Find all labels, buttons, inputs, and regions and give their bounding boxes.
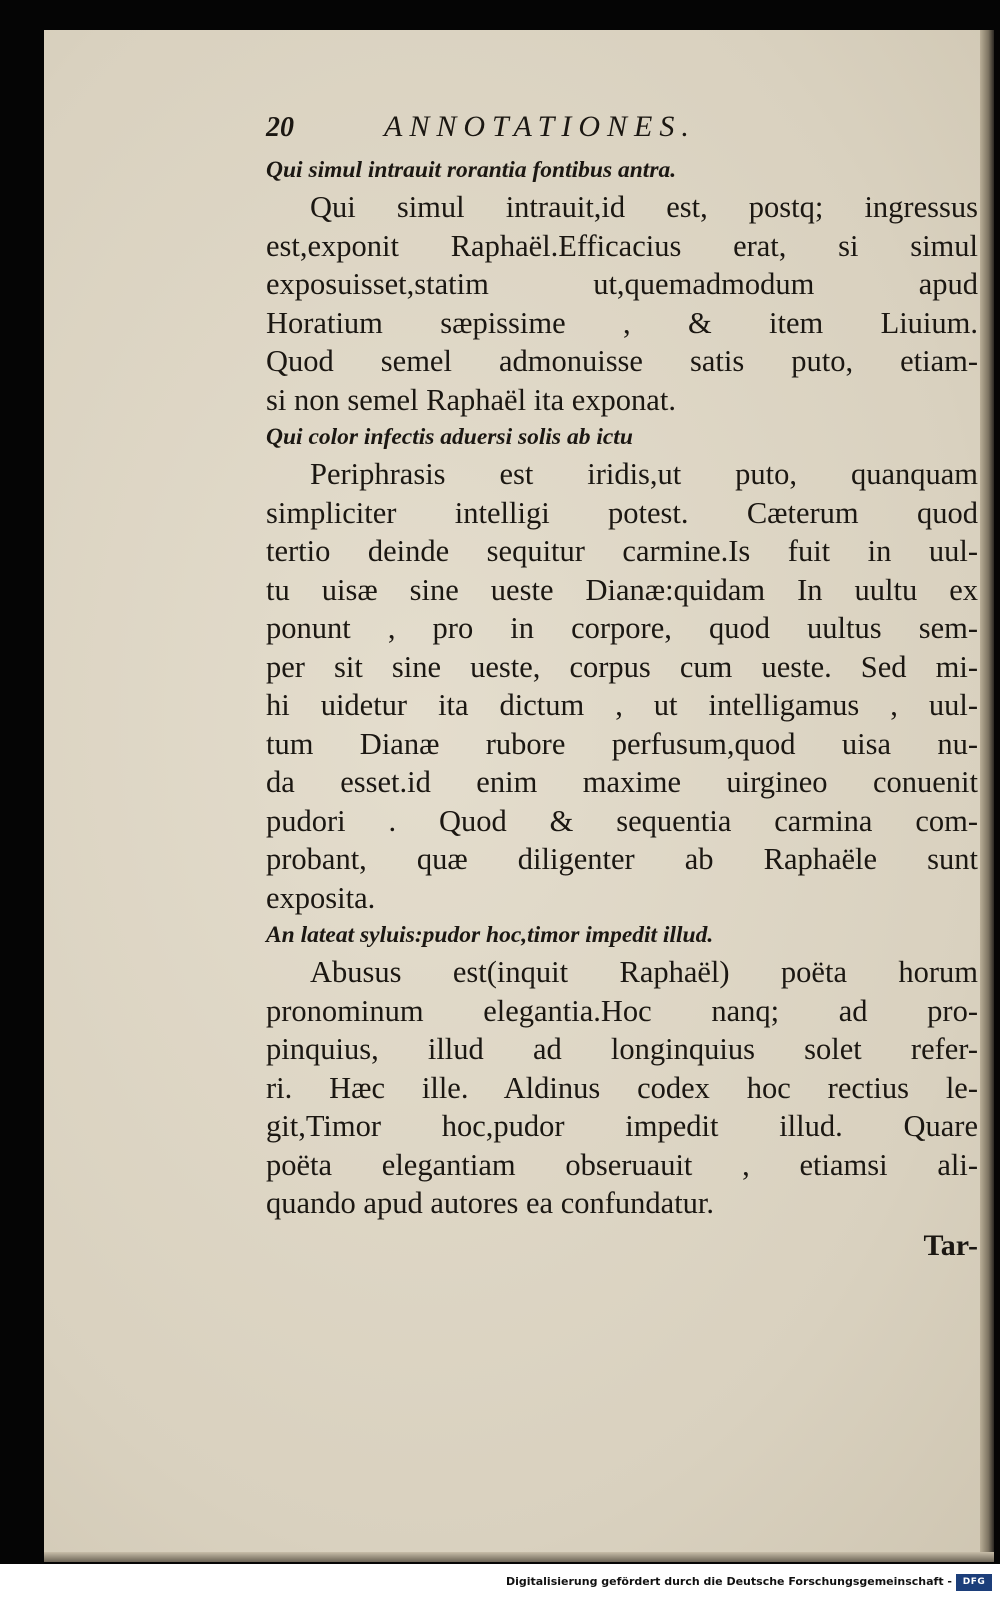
- digitization-footer: [0, 1564, 1000, 1600]
- page-header: [266, 110, 978, 152]
- text-line: exposita.: [266, 880, 376, 915]
- annotation-section: [266, 419, 978, 917]
- text-line: quando apud autores ea confundatur.: [266, 1186, 715, 1220]
- text-line: git,Timor hoc,pudor impedit illud. Quare: [266, 1109, 978, 1143]
- text-line: tum Dianæ rubore perfusum,quod uisa nu-: [266, 726, 978, 761]
- lemma-heading: Qui color infectis aduersi solis ab ictu: [266, 424, 633, 450]
- page-number: 20: [266, 112, 294, 143]
- text-line: per sit sine ueste, corpus cum ueste. Sed mi-: [266, 649, 978, 684]
- text-line: Abusus est(inquit Raphaël) poëta horum: [310, 955, 978, 989]
- annotation-section: [266, 917, 978, 1223]
- dfg-logo-icon: DFG: [956, 1574, 992, 1591]
- funding-credit: Digitalisierung gefördert durch die Deutsche Forschungsgemeinschaft -: [505, 1575, 952, 1588]
- text-line: exposuisset,statim ut,quemadmodum apud: [266, 267, 978, 301]
- text-line: simpliciter intelligi potest. Cæterum quod: [266, 495, 978, 530]
- lemma-heading: An lateat syluis:pudor hoc,timor impedit illud.: [266, 922, 714, 948]
- running-head: ANNOTATIONES.: [384, 110, 696, 143]
- text-line: probant, quæ diligenter ab Raphaële sunt: [266, 842, 978, 876]
- text-line: hi uidetur ita dictum , ut intelligamus , uul-: [266, 688, 978, 722]
- text-line: poëta elegantiam obseruauit , etiamsi ali-: [266, 1147, 978, 1182]
- text-line: pronominum elegantia.Hoc nanq; ad pro-: [266, 993, 978, 1028]
- text-line: da esset.id enim maxime uirgineo conuenit: [266, 765, 978, 799]
- text-line: tu uisæ sine ueste Dianæ:quidam In uultu ex: [266, 572, 978, 607]
- lemma-heading: Qui simul intrauit rorantia fontibus antra.: [266, 157, 677, 183]
- text-line: Periphrasis est iridis,ut puto, quanquam: [310, 457, 978, 491]
- text-line: Horatium sæpissime , & item Liuium.: [266, 305, 978, 340]
- page-edge-shadow: [980, 30, 994, 1562]
- page-bottom-edge: [44, 1552, 994, 1562]
- text-block: [266, 110, 978, 1269]
- text-line: pinquius, illud ad longinquius solet refer-: [266, 1032, 978, 1066]
- text-line: ponunt , pro in corpore, quod uultus sem-: [266, 611, 978, 645]
- text-line: pudori . Quod & sequentia carmina com-: [266, 803, 978, 838]
- text-line: ri. Hæc ille. Aldinus codex hoc rectius le-: [266, 1070, 978, 1105]
- catchword: Tar-: [923, 1228, 978, 1262]
- text-line: si non semel Raphaël ita exponat.: [266, 382, 676, 417]
- text-line: Qui simul intrauit,id est, postq; ingressus: [310, 190, 978, 224]
- book-page: [44, 30, 994, 1562]
- text-line: est,exponit Raphaël.Efficacius erat, si simul: [266, 228, 978, 263]
- annotation-section: [266, 152, 978, 419]
- text-line: Quod semel admonuisse satis puto, etiam-: [266, 344, 978, 378]
- text-line: tertio deinde sequitur carmine.Is fuit in uul-: [266, 534, 978, 568]
